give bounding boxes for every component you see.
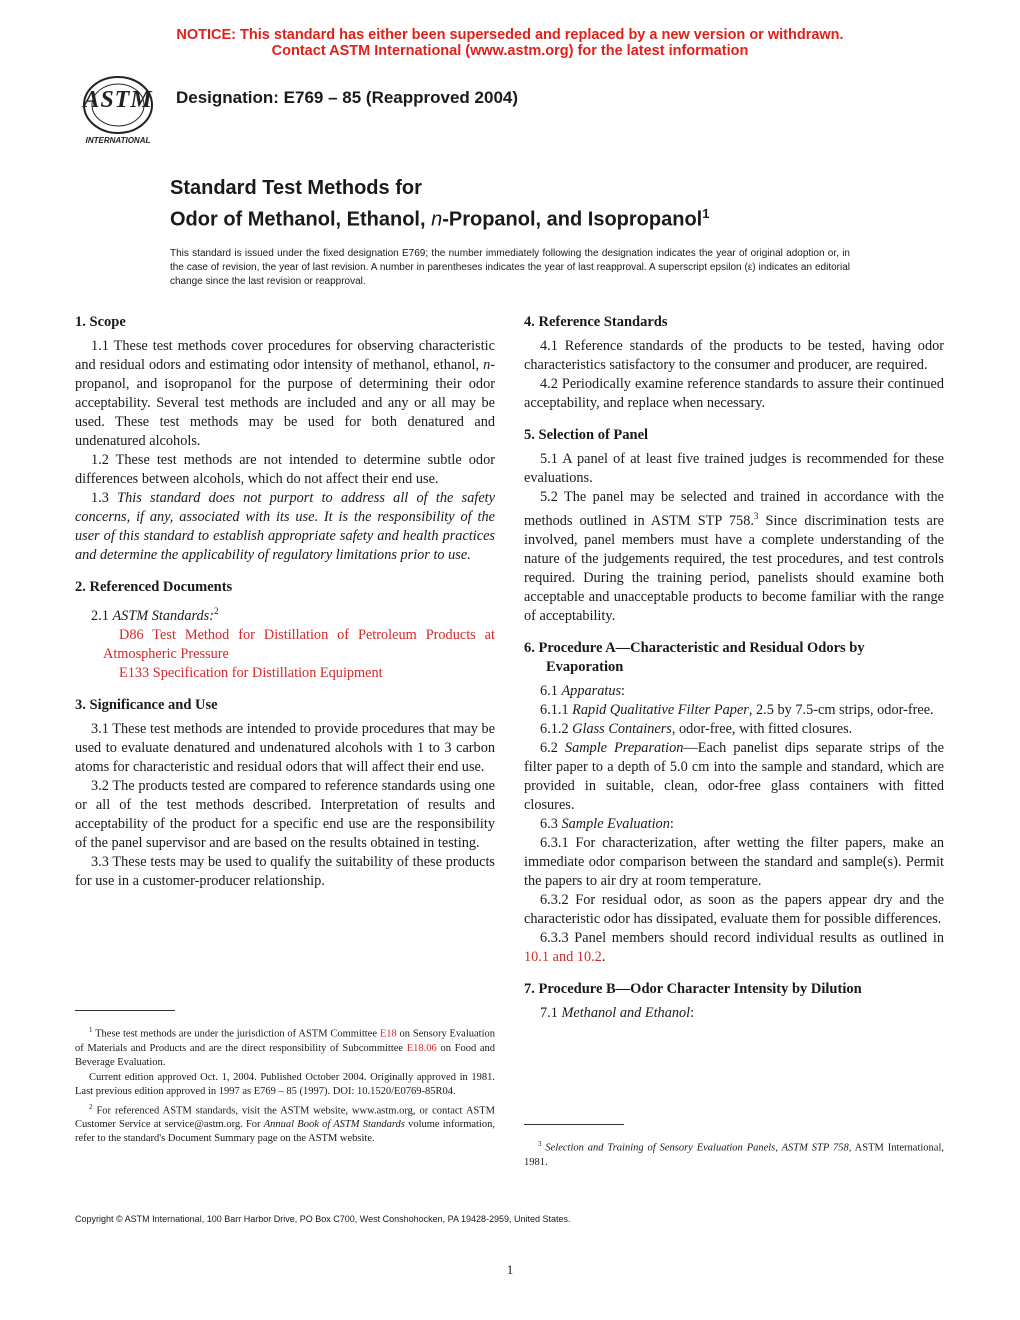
section-referenced-documents <box>75 578 495 683</box>
page-title <box>170 175 709 233</box>
footnote-link-e18-06[interactable]: E18.06 <box>406 1042 437 1054</box>
footnote-link-e18[interactable]: E18 <box>379 1028 397 1040</box>
section-heading: 2. Referenced Documents <box>75 579 233 595</box>
paragraph: 7.1 Methanol and Ethanol: <box>540 1004 695 1021</box>
section-heading: 7. Procedure B—Odor Character Intensity by Dilution <box>524 980 862 997</box>
copyright: Copyright © ASTM International, 100 Barr Harbor Drive, PO Box C700, West Conshohocken, PA 19428-2959, United States. <box>75 1214 571 1224</box>
title-line-1: Standard Test Methods for <box>170 177 422 199</box>
paragraph: 1.2 These test methods are not intended to determine subtle odor differences between alcohols, which do not affect their end use. <box>75 452 495 487</box>
paragraph: 6.2 Sample Preparation—Each panelist dips separate strips of the filter paper to a depth of 5.0 cm into the sample and standard, which are provided in suitable, clean, odor-free glass containers with fitted closures. <box>524 739 945 813</box>
paragraph: 6.3.1 For characterization, after wetting the filter papers, make an immediate odor comparison between the standard and sample(s). Permit the papers to air dry at room temperature. <box>524 834 944 889</box>
paragraph: 3.1 These test methods are intended to provide procedures that may be used to evaluate denatured and undenatured alcohols with 1 to 3 carbon atoms for characteristic and residual odors that will affect their end use. <box>75 720 495 775</box>
section-procedure-a <box>524 639 944 967</box>
intro-paragraph: This standard is issued under the fixed designation E769; the number immediately following the designation indicates the year of original adoption or, in the case of revision, the year of last revision. A number in parentheses indicates the year of last reapproval. A superscript epsilon (ε) indicates an editorial change since the last revision or reapproval. <box>170 248 850 287</box>
footnote-divider <box>524 1124 624 1125</box>
paragraph: 1.1 These test methods cover procedures for observing characteristic and residual odors and estimating odor intensity of methanol, ethanol, n-propanol, and isopropanol for the purpose of determining their odor acceptability. Several test methods are included and any or all may be used. These test methods may be used for both denatured and undenatured alcohols. <box>75 338 495 449</box>
paragraph: 1.3 This standard does not purport to address all of the safety concerns, if any, associated with its use. It is the responsibility of the user of this standard to establish appropriate safety and health practices and determine the applicability of regulatory limitations prior to use. <box>75 490 495 563</box>
section-heading: 6. Procedure A—Characteristic and Residual Odors by Evaporation <box>524 639 865 675</box>
logo-text: ASTM <box>83 87 153 113</box>
paragraph: 6.3 Sample Evaluation: <box>540 815 674 832</box>
section-heading: 4. Reference Standards <box>524 314 668 330</box>
reference-link-d86[interactable]: D86 Test Method for Distillation of Petroleum Products at Atmospheric Pressure <box>103 626 495 662</box>
paragraph: 6.1 Apparatus: <box>540 682 626 699</box>
section-selection-of-panel <box>524 426 944 626</box>
notice-line-1: NOTICE: This standard has either been superseded and replaced by a new version or withdrawn. <box>176 27 844 43</box>
section-heading: 5. Selection of Panel <box>524 427 649 443</box>
footnote-2: $^2$ For referenced ASTM standards, visit the ASTM website, www.astm.org, or contact ASTM Customer Service at service@astm.org. For Annual Book of ASTM Standards volume information, refer to the standard's Document Summary page on the ASTM website. <box>75 1102 495 1144</box>
section-procedure-b <box>524 980 944 1023</box>
footnote-1-continued: Current edition approved Oct. 1, 2004. Published October 2004. Originally approved in 1981. Last previous edition approved in 1997 as E769 – 85 (1997). DOI: 10.1520/E0769-85R04. <box>75 1071 495 1097</box>
footnote-1: $^1$ These test methods are under the jurisdiction of ASTM Committee E18 on Sensory Evaluation of Materials and Products and are the direct responsibility of Subcommittee E18.06 on Food and Beverage Evaluation. <box>75 1026 495 1068</box>
paragraph: 5.2 The panel may be selected and trained in accordance with the methods outlined in ASTM STP 758.$^3$ Since discrimination tests are involved, panel members must have a complete understanding of the nature of the judgements required, the test procedures, and test controls required. During the training period, panelists should examine both acceptable and unacceptable products to become familiar with the range of acceptability. <box>524 489 944 624</box>
paragraph: 6.3.2 For residual odor, as soon as the papers appear dry and the characteristic odor has dissipated, evaluate them for possible differences. <box>524 891 944 927</box>
paragraph: 6.1.1 Rapid Qualitative Filter Paper, 2.5 by 7.5-cm strips, odor-free. <box>540 701 934 718</box>
footnote-3: $^3$ Selection and Training of Sensory Evaluation Panels, ASTM STP 758, ASTM International, 1981. <box>524 1140 944 1168</box>
section-significance <box>75 696 495 891</box>
designation: Designation: E769 – 85 (Reapproved 2004) <box>176 88 519 107</box>
paragraph: 6.1.2 Glass Containers, odor-free, with fitted closures. <box>540 720 853 737</box>
section-reference-standards <box>524 313 944 413</box>
astm-logo <box>75 75 161 149</box>
notice-line-2: Contact ASTM International (www.astm.org) for the latest information <box>271 43 749 59</box>
paragraph: 4.2 Periodically examine reference standards to assure their continued acceptability, and replace when necessary. <box>524 376 944 411</box>
page-number: 1 <box>506 1262 514 1277</box>
cross-reference-link[interactable]: 10.1 and 10.2 <box>524 948 602 965</box>
footnotes-right <box>524 1124 944 1171</box>
footnotes-left <box>75 1010 495 1147</box>
section-heading: 3. Significance and Use <box>75 696 218 713</box>
paragraph: 6.3.3 Panel members should record individual results as outlined in 10.1 and 10.2. <box>524 929 944 965</box>
paragraph: 3.2 The products tested are compared to reference standards using one or all of the test methods described. Interpretation of results and acceptability of the product for a specific end use are the responsibility of the panel supervisor and are based on the results obtained in testing. <box>75 777 495 851</box>
paragraph: 2.1 ASTM Standards:$^2$ <box>91 606 219 624</box>
section-scope <box>75 313 495 565</box>
paragraph: 4.1 Reference standards of the products to be tested, having odor characteristics satisfactory to the consumer and producer, are required. <box>524 338 944 373</box>
footnote-divider <box>75 1010 175 1011</box>
right-column <box>524 313 944 1036</box>
reference-link-e133[interactable]: E133 Specification for Distillation Equipment <box>119 664 383 681</box>
paragraph: 5.1 A panel of at least five trained judges is recommended for these evaluations. <box>524 451 944 486</box>
paragraph: 3.3 These tests may be used to qualify the suitability of these products for use in a customer-producer relationship. <box>75 853 495 889</box>
section-heading: 1. Scope <box>75 314 126 330</box>
title-line-2: Odor of Methanol, Ethanol, n-Propanol, and Isopropanol$^1$ <box>170 206 710 231</box>
left-column <box>75 313 495 904</box>
logo-subtext: INTERNATIONAL <box>85 136 151 145</box>
